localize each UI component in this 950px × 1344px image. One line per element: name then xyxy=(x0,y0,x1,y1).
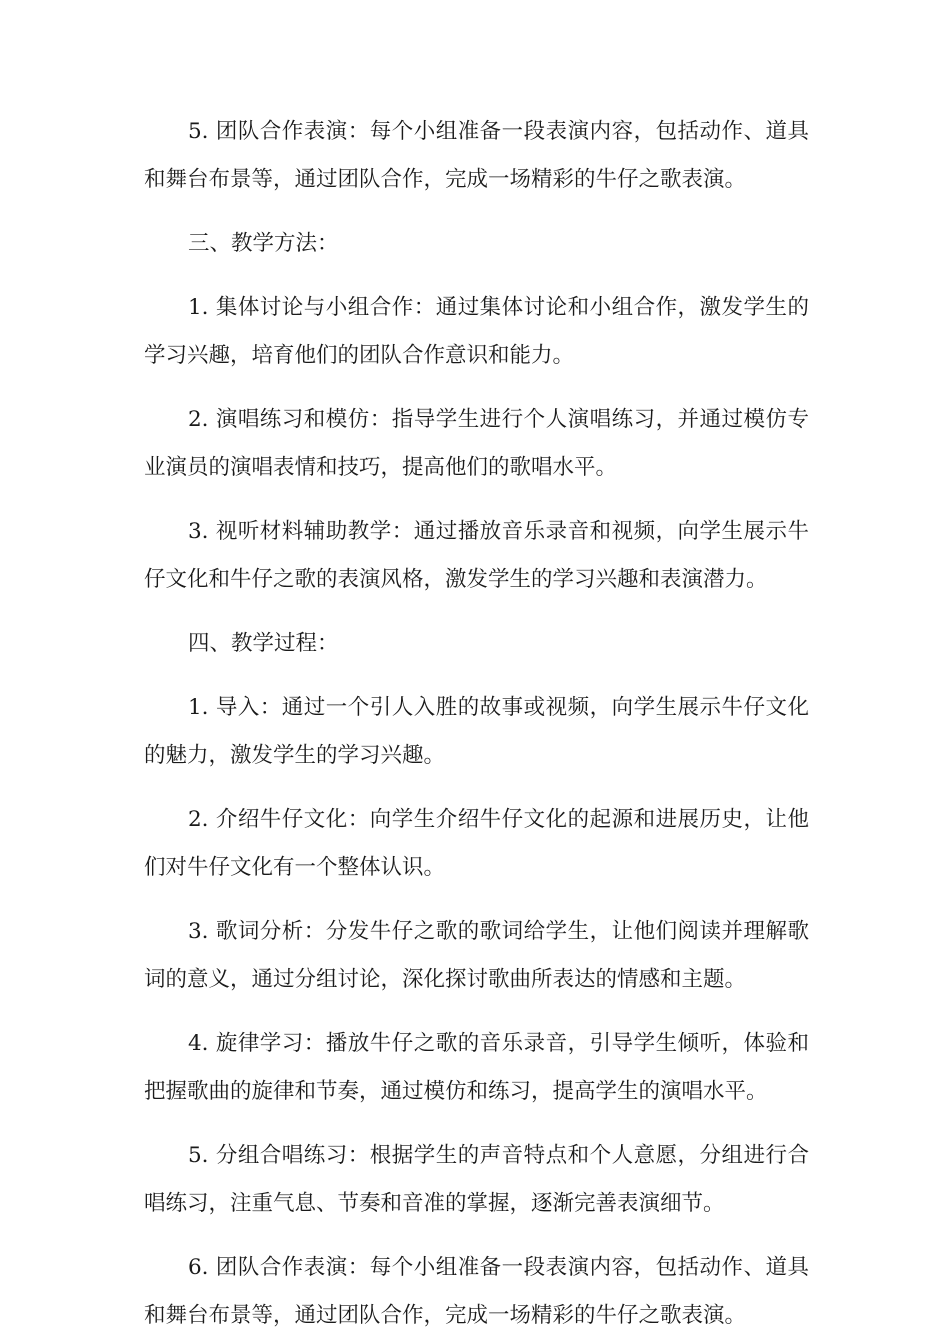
paragraph-process-1: 1. 导入：通过一个引人入胜的故事或视频，向学生展示牛仔文化的魅力，激发学生的学习兴趣。 xyxy=(144,695,809,768)
section-heading-teaching-methods: 三、教学方法： xyxy=(188,231,339,256)
paragraph-process-2: 2. 介绍牛仔文化：向学生介绍牛仔文化的起源和进展历史，让他们对牛仔文化有一个整体认识。 xyxy=(144,807,809,880)
document-body xyxy=(144,108,809,1340)
paragraph-method-1: 1. 集体讨论与小组合作：通过集体讨论和小组合作，激发学生的学习兴趣，培育他们的团队合作意识和能力。 xyxy=(144,295,809,368)
paragraph-process-3: 3. 歌词分析：分发牛仔之歌的歌词给学生，让他们阅读并理解歌词的意义，通过分组讨论，深化探讨歌曲所表达的情感和主题。 xyxy=(144,919,809,992)
paragraph-1: 5. 团队合作表演：每个小组准备一段表演内容，包括动作、道具和舞台布景等，通过团队合作，完成一场精彩的牛仔之歌表演。 xyxy=(144,119,809,192)
section-heading-teaching-process: 四、教学过程： xyxy=(188,631,339,656)
paragraph-process-6: 6. 团队合作表演：每个小组准备一段表演内容，包括动作、道具和舞台布景等，通过团队合作，完成一场精彩的牛仔之歌表演。 xyxy=(144,1255,809,1328)
paragraph-process-5: 5. 分组合唱练习：根据学生的声音特点和个人意愿，分组进行合唱练习，注重气息、节奏和音准的掌握，逐渐完善表演细节。 xyxy=(144,1143,809,1216)
paragraph-method-3: 3. 视听材料辅助教学：通过播放音乐录音和视频，向学生展示牛仔文化和牛仔之歌的表演风格，激发学生的学习兴趣和表演潜力。 xyxy=(144,519,809,592)
paragraph-process-4: 4. 旋律学习：播放牛仔之歌的音乐录音，引导学生倾听，体验和把握歌曲的旋律和节奏，通过模仿和练习，提高学生的演唱水平。 xyxy=(144,1031,809,1104)
paragraph-method-2: 2. 演唱练习和模仿：指导学生进行个人演唱练习，并通过模仿专业演员的演唱表情和技巧，提高他们的歌唱水平。 xyxy=(144,407,809,480)
